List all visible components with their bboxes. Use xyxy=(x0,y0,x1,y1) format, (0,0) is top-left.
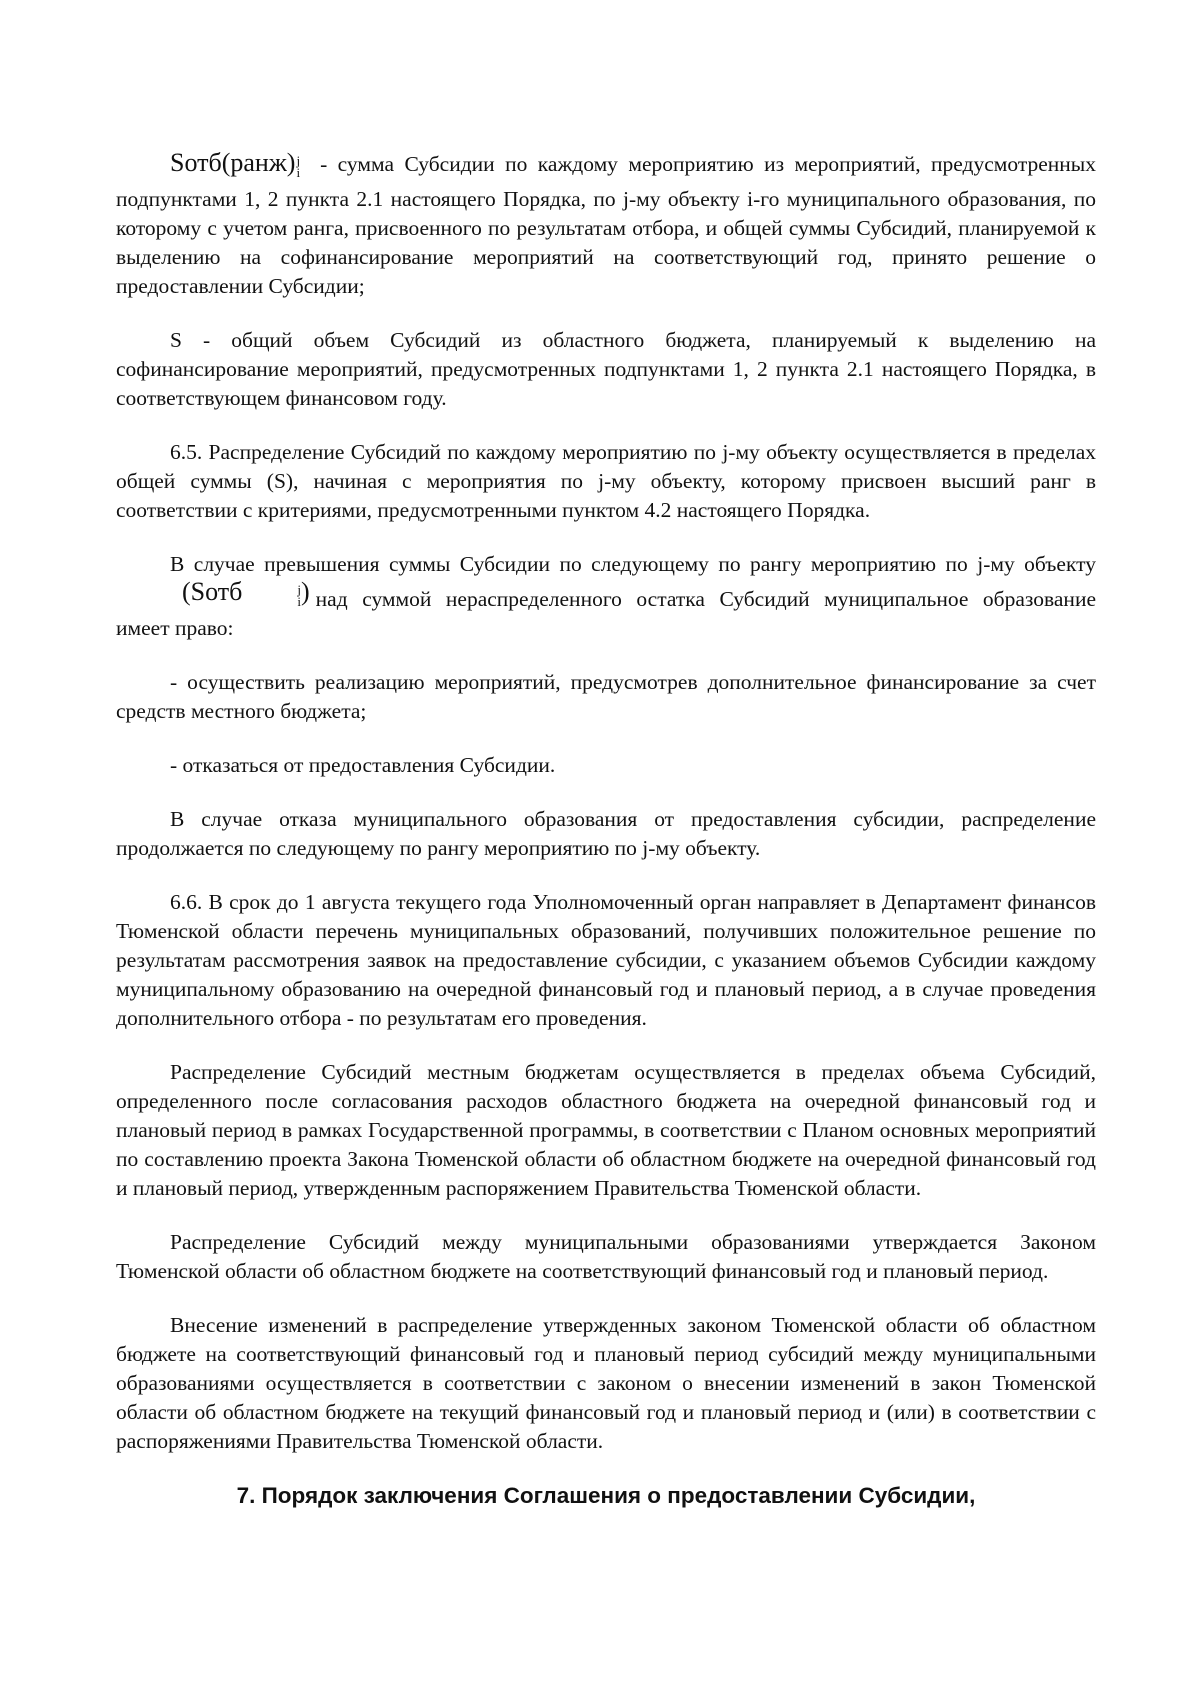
formula-superscript: j xyxy=(297,582,301,597)
paragraph-6-6: 6.6. В срок до 1 августа текущего года Уполномоченный орган направляет в Департамент финансов Тюменской области перечень муниципальных образований, получивших положительное решение по результатам рассмотрения заявок на предоставление субсидии, с указанием объемов Субсидии каждому муниципальному образованию на очередной финансовый год и плановый период, а в случае проведения дополнительного отбора - по результатам его проведения. xyxy=(116,890,1096,1030)
paragraph-sotb-ranzh-definition xyxy=(116,150,1096,301)
paragraph-refusal-case: В случае отказа муниципального образования от предоставления субсидии, распределение продолжается по следующему по рангу мероприятию по j-му объекту. xyxy=(116,807,1096,860)
paragraph-text-after: над суммой нераспределенного остатка Субсидий муниципальное образование имеет право: xyxy=(116,587,1096,640)
formula-main: Sотб(ранж) xyxy=(170,148,296,177)
paragraph-amendments: Внесение изменений в распределение утвержденных законом Тюменской области об областном бюджете на соответствующий финансовый год и плановый период субсидий между муниципальными образованиями осуществляется в соответствии с законом о внесении изменений в закон Тюменской области об областном бюджете на текущий финансовый год и плановый период и (или) в соответствии с распоряжениями Правительства Тюменской области. xyxy=(116,1313,1096,1453)
paragraph-text: - сумма Субсидии по каждому мероприятию из мероприятий, предусмотренных подпунктами 1, 2 пункта 2.1 настоящего Порядка, по j-му объекту i-го муниципального образования, по которому с учетом ранга, присвоенного по результатам отбора, и общей суммы Субсидий, планируемой к выделению на софинансирование мероприятий на соответствующий год, принято решение о предоставлении Субсидии; xyxy=(116,152,1096,298)
paragraph-6-5: 6.5. Распределение Субсидий по каждому мероприятию по j-му объекту осуществляется в пределах общей суммы (S), начиная с мероприятия по j-му объекту, которому присвоен высший ранг в соответствии с критериями, предусмотренными пунктом 4.2 настоящего Порядка. xyxy=(116,440,1096,522)
formula-open: (Sотб xyxy=(182,577,243,606)
formula-subscript: i xyxy=(296,165,301,180)
formula-close: ) xyxy=(301,577,310,606)
paragraph-excess-case xyxy=(116,550,1096,643)
paragraph-option-local-funding: - осуществить реализацию мероприятий, предусмотрев дополнительное финансирование за счет средств местного бюджета; xyxy=(116,670,1096,723)
paragraph-text-before: В случае превышения суммы Субсидии по следующему по рангу мероприятию по j-му объекту xyxy=(170,552,1096,576)
paragraph-distribution-local: Распределение Субсидий местным бюджетам осуществляется в пределах объема Субсидий, определенного после согласования расходов областного бюджета на очередной финансовый год и плановый период в рамках Государственной программы, в соответствии с Планом основных мероприятий по составлению проекта Закона Тюменской области об областном бюджете на очередной финансовый год и плановый период, утвержденным распоряжением Правительства Тюменской области. xyxy=(116,1060,1096,1200)
formula-subscript: i xyxy=(297,594,301,609)
formula-indices xyxy=(243,584,301,608)
formula-indices xyxy=(296,155,300,179)
section-heading-7: 7. Порядок заключения Соглашения о предоставлении Субсидии, xyxy=(236,1483,976,1508)
paragraph-s-definition: S - общий объем Субсидий из областного бюджета, планируемый к выделению на софинансирование мероприятий, предусмотренных подпунктами 1, 2 пункта 2.1 настоящего Порядка, в соответствующем финансовом году. xyxy=(116,328,1096,410)
formula-sotb xyxy=(128,579,310,614)
paragraph-option-refuse: - отказаться от предоставления Субсидии. xyxy=(170,753,556,777)
formula-superscript: j xyxy=(296,153,301,168)
paragraph-distribution-law: Распределение Субсидий между муниципальными образованиями утверждается Законом Тюменской области об областном бюджете на соответствующий финансовый год и плановый период. xyxy=(116,1230,1096,1283)
formula-sotb-ranzh xyxy=(170,150,300,185)
